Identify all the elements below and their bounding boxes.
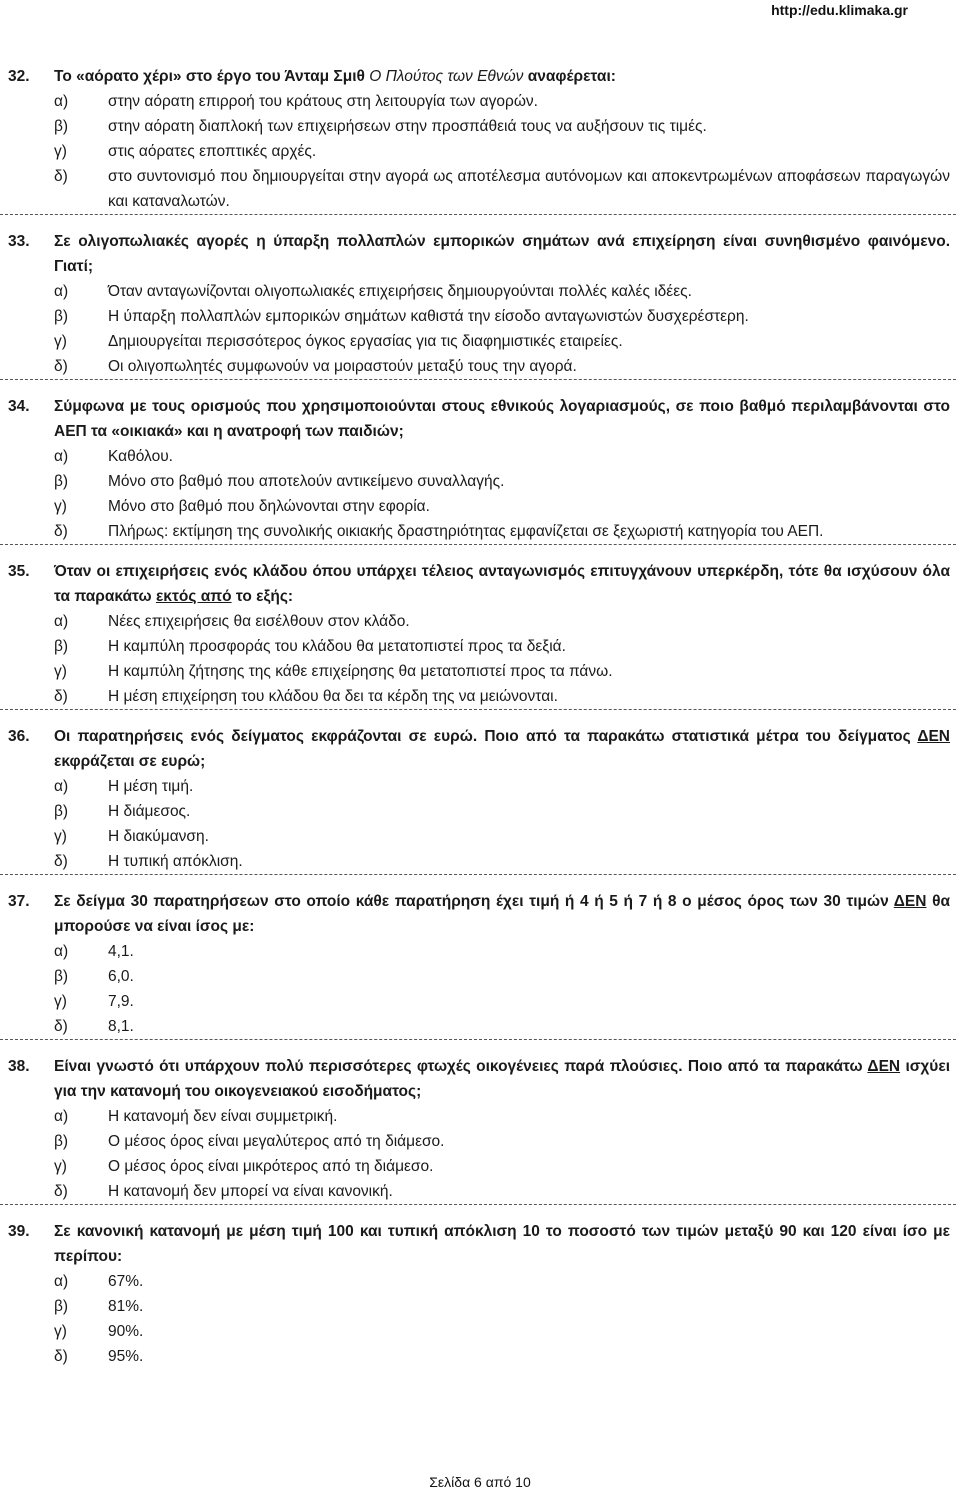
option-text: 95%. [108,1348,144,1365]
option-text: Η μέση τιμή. [108,778,194,795]
option [0,304,960,329]
option [0,519,960,544]
option-text: 4,1. [108,943,134,960]
question-stem-text: Σε ολιγοπωλιακές αγορές η ύπαρξη πολλαπλών εμπορικών σημάτων ανά επιχείρηση είναι συνηθισμένο φαινόμενο. Γιατί; [54,233,950,275]
option-letter: δ) [54,1018,68,1035]
question-number: 32. [8,68,30,85]
option-text: Ο μέσος όρος είναι μεγαλύτερος από τη διάμεσο. [108,1133,445,1150]
question-stem [0,559,960,609]
option-text: 6,0. [108,968,134,985]
question-38 [0,1054,960,1204]
option-text: Νέες επιχειρήσεις θα εισέλθουν στον κλάδο. [108,613,410,630]
option-text: Ο μέσος όρος είναι μικρότερος από τη διάμεσο. [108,1158,434,1175]
option [0,989,960,1014]
emphasis-underlined: εκτός από [155,588,232,605]
option [0,1179,960,1204]
question-stem [0,724,960,774]
option-letter: α) [54,448,69,465]
option [0,89,960,114]
option [0,1344,960,1369]
question-number: 36. [8,728,30,745]
book-title: Ο Πλούτος των Εθνών [369,68,524,85]
option-text: 8,1. [108,1018,134,1035]
question-stem [0,1219,960,1269]
question-stem-text: Σύμφωνα με τους ορισμούς που χρησιμοποιούνται στους εθνικούς λογαριασμούς, σε ποιο βαθμό περιλαμβάνονται στο ΑΕΠ τα «οικιακά» και η ανατροφή των παιδιών; [54,398,950,440]
option-text: Οι ολιγοπωλητές συμφωνούν να μοιραστούν μεταξύ τους την αγορά. [108,358,577,375]
divider [0,544,956,545]
question-32 [0,64,960,214]
option-letter: α) [54,1108,69,1125]
option [0,1154,960,1179]
question-stem [0,889,960,939]
divider [0,1039,956,1040]
option [0,329,960,354]
question-number: 39. [8,1223,30,1240]
option-text: Μόνο στο βαθμό που δηλώνονται στην εφορία. [108,498,430,515]
option-letter: β) [54,473,69,490]
option [0,849,960,874]
page-footer: Σελίδα 6 από 10 [429,1474,531,1490]
emphasis-underlined: ΔΕΝ [867,1058,901,1075]
option-letter: β) [54,1298,69,1315]
option-letter: β) [54,638,69,655]
question-stem-text: ισχύει για την κατανομή του οικογενειακού εισοδήματος; [54,1058,950,1100]
option [0,774,960,799]
question-number: 37. [8,893,30,910]
option [0,469,960,494]
option-letter: γ) [54,663,67,680]
option [0,799,960,824]
option-text: Πλήρως: εκτίμηση της συνολικής οικιακής δραστηριότητας εμφανίζεται σε ξεχωριστή κατηγορία του ΑΕΠ. [108,523,824,540]
option [0,114,960,139]
option-letter: α) [54,778,69,795]
option-letter: β) [54,968,69,985]
option-text: στις αόρατες εποπτικές αρχές. [108,143,317,160]
divider [0,379,956,380]
option-text: Η κατανομή δεν είναι συμμετρική. [108,1108,338,1125]
question-stem [0,229,960,279]
option-letter: δ) [54,358,68,375]
question-stem [0,64,960,89]
option [0,494,960,519]
option-letter: δ) [54,853,68,870]
question-39 [0,1219,960,1369]
option [0,1294,960,1319]
option-text: Η κατανομή δεν μπορεί να είναι κανονική. [108,1183,393,1200]
option-letter: β) [54,308,69,325]
divider [0,1204,956,1205]
option-letter: β) [54,1133,69,1150]
header-link[interactable]: http://edu.klimaka.gr [771,2,908,18]
option-text: στην αόρατη επιρροή του κράτους στη λειτουργία των αγορών. [108,93,538,110]
question-stem-text: Σε κανονική κατανομή με μέση τιμή 100 και τυπική απόκλιση 10 το ποσοστό των τιμών μεταξύ 90 και 120 είναι ίσο με περίπου: [54,1223,950,1265]
option [0,164,960,214]
question-number: 35. [8,563,30,580]
option-letter: γ) [54,143,67,160]
question-stem-text: αναφέρεται: [523,68,616,85]
option-text: 7,9. [108,993,134,1010]
option-text: στο συντονισμό που δημιουργείται στην αγορά ως αποτέλεσμα αυτόνομων και αποκεντρωμένων αποφάσεων παραγωγών και καταναλωτών. [108,168,950,210]
option [0,609,960,634]
question-stem-text: Όταν οι επιχειρήσεις ενός κλάδου όπου υπάρχει τέλειος ανταγωνισμός επιτυγχάνουν υπερκέρδη, τότε θα ισχύσουν όλα τα παρακάτω [54,563,950,605]
question-34 [0,394,960,544]
option-text: 67%. [108,1273,144,1290]
option-text: 90%. [108,1323,144,1340]
question-stem [0,394,960,444]
option-text: Μόνο στο βαθμό που αποτελούν αντικείμενο συναλλαγής. [108,473,505,490]
question-stem-text: Είναι γνωστό ότι υπάρχουν πολύ περισσότερες φτωχές οικογένειες παρά πλούσιες. Ποιο από τα παρακάτω [54,1058,868,1075]
option [0,939,960,964]
divider [0,874,956,875]
option-text: Η διάμεσος. [108,803,191,820]
question-stem-text: Σε δείγμα 30 παρατηρήσεων στο οποίο κάθε παρατήρηση έχει τιμή ή 4 ή 5 ή 7 ή 8 ο μέσος όρος των 30 τιμών [54,893,894,910]
option-text: στην αόρατη διαπλοκή των επιχειρήσεων στην προσπάθειά τους να αυξήσουν τις τιμές. [108,118,707,135]
question-number: 33. [8,233,30,250]
option [0,1014,960,1039]
option-text: Η ύπαρξη πολλαπλών εμπορικών σημάτων καθιστά την είσοδο ανταγωνιστών δυσχερέστερη. [108,308,749,325]
option-text: Η καμπύλη προσφοράς του κλάδου θα μετατοπιστεί προς τα δεξιά. [108,638,566,655]
option-letter: γ) [54,1323,67,1340]
question-stem-text: το εξής: [231,588,294,605]
option-text: 81%. [108,1298,144,1315]
question-stem [0,1054,960,1104]
option [0,964,960,989]
question-33 [0,229,960,379]
option [0,684,960,709]
emphasis-underlined: ΔΕΝ [917,728,950,745]
question-stem-text: Το «αόρατο χέρι» στο έργο του Άνταμ Σμιθ [54,68,370,85]
option-text: Δημιουργείται περισσότερος όγκος εργασίας για τις διαφημιστικές εταιρείες. [108,333,623,350]
option-letter: γ) [54,333,67,350]
option [0,139,960,164]
option-letter: δ) [54,523,68,540]
option-letter: δ) [54,1183,68,1200]
option [0,1319,960,1344]
question-number: 34. [8,398,30,415]
emphasis-underlined: ΔΕΝ [893,893,927,910]
option-letter: α) [54,1273,69,1290]
option [0,444,960,469]
option-text: Η τυπική απόκλιση. [108,853,243,870]
option-letter: γ) [54,498,67,515]
option-letter: α) [54,613,69,630]
question-stem-text: εκφράζεται σε ευρώ; [54,753,206,770]
divider [0,214,956,215]
option-letter: γ) [54,1158,67,1175]
option [0,1129,960,1154]
option [0,824,960,849]
option-letter: δ) [54,1348,68,1365]
option-letter: α) [54,93,69,110]
option-text: Η διακύμανση. [108,828,209,845]
question-stem-text: Οι παρατηρήσεις ενός δείγματος εκφράζονται σε ευρώ. Ποιο από τα παρακάτω στατιστικά μέτρα του δείγματος [54,728,918,745]
option-text: Όταν ανταγωνίζονται ολιγοπωλιακές επιχειρήσεις δημιουργούνται πολλές καλές ιδέες. [108,283,692,300]
option-letter: α) [54,943,69,960]
option-text: Η μέση επιχείρηση του κλάδου θα δει τα κέρδη της να μειώνονται. [108,688,558,705]
option [0,634,960,659]
option-letter: β) [54,118,69,135]
option [0,1269,960,1294]
question-stem-text: θα μπορούσε να είναι ίσος με: [54,893,950,935]
option-letter: β) [54,803,69,820]
option-text: Η καμπύλη ζήτησης της κάθε επιχείρησης θα μετατοπιστεί προς τα πάνω. [108,663,613,680]
option [0,1104,960,1129]
option [0,279,960,304]
question-35 [0,559,960,709]
option-letter: γ) [54,993,67,1010]
question-number: 38. [8,1058,30,1075]
question-36 [0,724,960,874]
option-letter: γ) [54,828,67,845]
option-text: Καθόλου. [108,448,173,465]
divider [0,709,956,710]
question-37 [0,889,960,1039]
option [0,659,960,684]
option-letter: δ) [54,168,68,185]
option-letter: δ) [54,688,68,705]
question-list [0,64,960,1369]
option [0,354,960,379]
option-letter: α) [54,283,69,300]
